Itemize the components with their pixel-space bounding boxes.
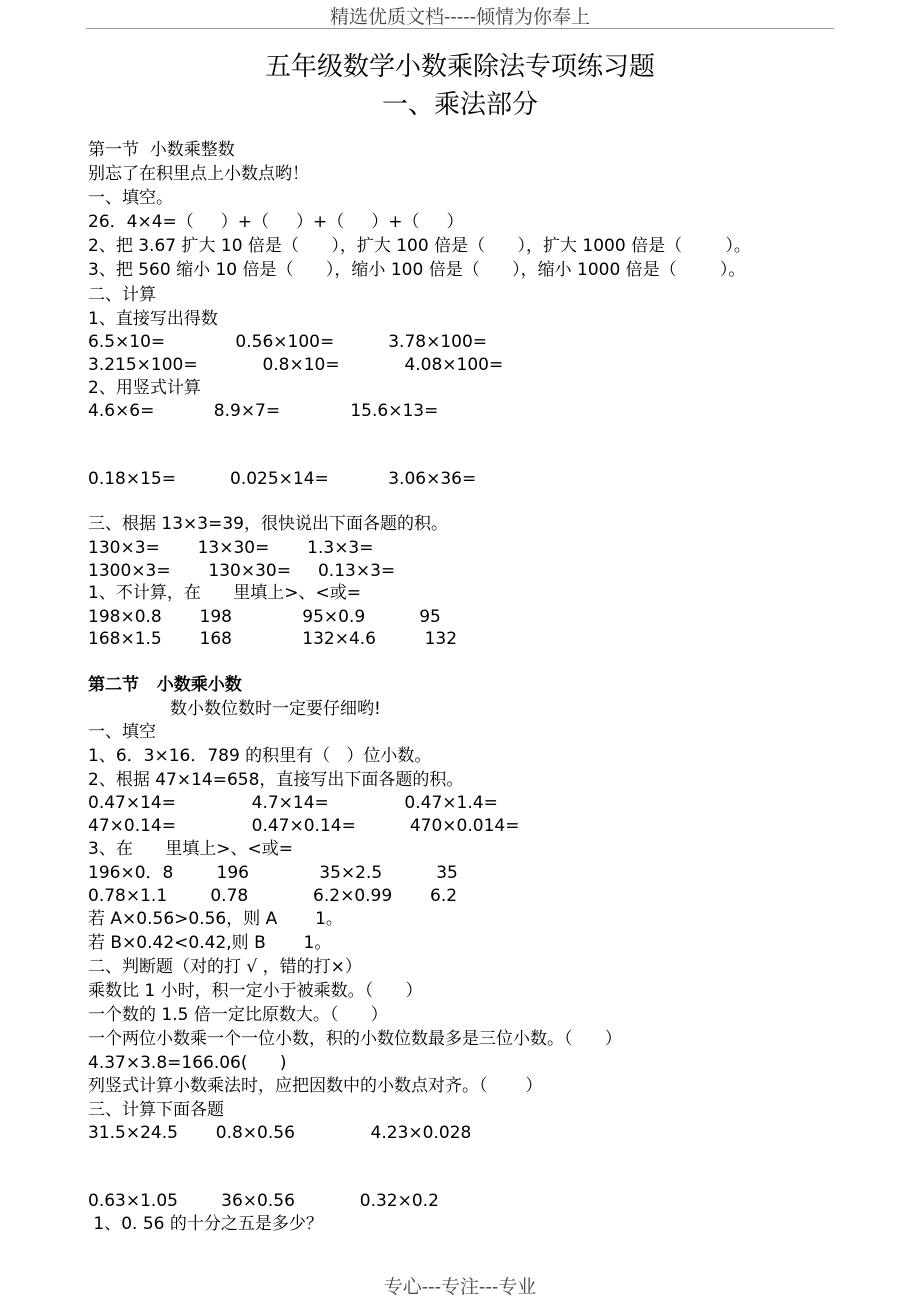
section-2-heading: 第二节 小数乘小数 xyxy=(88,675,242,695)
question-line: 2、把 3.67 扩大 10 倍是（ ），扩大 100 倍是（ ），扩大 1000 倍是（ ）。 xyxy=(88,236,751,256)
problem-row: 0.47×14= 4.7×14= 0.47×1.4= xyxy=(88,793,498,813)
problem-row: 1300×3= 130×30= 0.13×3= xyxy=(88,561,396,581)
part-heading: 二、计算 xyxy=(88,285,156,305)
judgement-item: 一个两位小数乘一个一位小数，积的小数位数最多是三位小数。（ ） xyxy=(88,1029,622,1049)
problem-row: 3.215×100= 0.8×10= 4.08×100= xyxy=(88,355,504,375)
header-rule xyxy=(86,28,834,29)
section-1-heading: 第一节 小数乘整数 xyxy=(88,140,235,160)
compare-row: 196×0．8 196 35×2.5 35 xyxy=(88,863,458,883)
part-heading: 三、根据 13×3=39，很快说出下面各题的积。 xyxy=(88,514,448,534)
problem-row: 47×0.14= 0.47×0.14= 470×0.014= xyxy=(88,816,520,836)
question-line: 3、把 560 缩小 10 倍是（ ），缩小 100 倍是（ ），缩小 1000 倍是（ ）。 xyxy=(88,260,746,280)
problem-row: 31.5×24.5 0.8×0.56 4.23×0.028 xyxy=(88,1123,472,1143)
subpart-heading: 1、不计算，在 里填上>、<或= xyxy=(88,583,361,603)
part-heading: 一、填空。 xyxy=(88,188,173,208)
part-heading: 二、判断题（对的打 √ ，错的打×） xyxy=(88,957,362,977)
question-line: 26．4×4=（ ）+（ ）+（ ）+（ ） xyxy=(88,212,464,232)
problem-row: 0.63×1.05 36×0.56 0.32×0.2 xyxy=(88,1191,439,1211)
reminder-text: 别忘了在积里点上小数点哟！ xyxy=(88,164,309,184)
judgement-item: 一个数的 1.5 倍一定比原数大。（ ） xyxy=(88,1005,388,1025)
question-line: 2、根据 47×14=658，直接写出下面各题的积。 xyxy=(88,770,464,790)
reminder-text: 数小数位数时一定要仔细哟! xyxy=(170,699,381,719)
page-header: 精选优质文档-----倾情为你奉上 xyxy=(329,6,591,28)
section-title: 一、乘法部分 xyxy=(381,90,538,120)
question-line: 1、0. 56 的十分之五是多少？ xyxy=(88,1214,323,1234)
judgement-item: 4.37×3.8=166.06( ) xyxy=(88,1053,287,1073)
problem-row: 130×3= 13×30= 1.3×3= xyxy=(88,538,374,558)
part-heading: 一、填空 xyxy=(88,722,156,742)
question-line: 若 B×0.42<0.42,则 B 1。 xyxy=(88,933,332,953)
subpart-heading: 2、用竖式计算 xyxy=(88,378,201,398)
problem-row: 0.18×15= 0.025×14= 3.06×36= xyxy=(88,469,477,489)
question-line: 1、6．3×16．789 的积里有（ ）位小数。 xyxy=(88,746,432,766)
page-title: 五年级数学小数乘除法专项练习题 xyxy=(264,52,655,82)
problem-row: 6.5×10= 0.56×100= 3.78×100= xyxy=(88,332,488,352)
judgement-item: 乘数比 1 小时，积一定小于被乘数。（ ） xyxy=(88,981,423,1001)
page-footer: 专心---专注---专业 xyxy=(383,1276,537,1298)
problem-row: 4.6×6= 8.9×7= 15.6×13= xyxy=(88,401,439,421)
subpart-heading: 3、在 里填上>、<或= xyxy=(88,839,293,859)
judgement-item: 列竖式计算小数乘法时，应把因数中的小数点对齐。（ ） xyxy=(88,1076,543,1096)
compare-row: 0.78×1.1 0.78 6.2×0.99 6.2 xyxy=(88,886,458,906)
part-heading: 三、计算下面各题 xyxy=(88,1100,224,1120)
question-line: 若 A×0.56>0.56，则 A 1。 xyxy=(88,909,343,929)
subpart-heading: 1、直接写出得数 xyxy=(88,309,218,329)
compare-row: 168×1.5 168 132×4.6 132 xyxy=(88,629,458,649)
compare-row: 198×0.8 198 95×0.9 95 xyxy=(88,607,441,627)
